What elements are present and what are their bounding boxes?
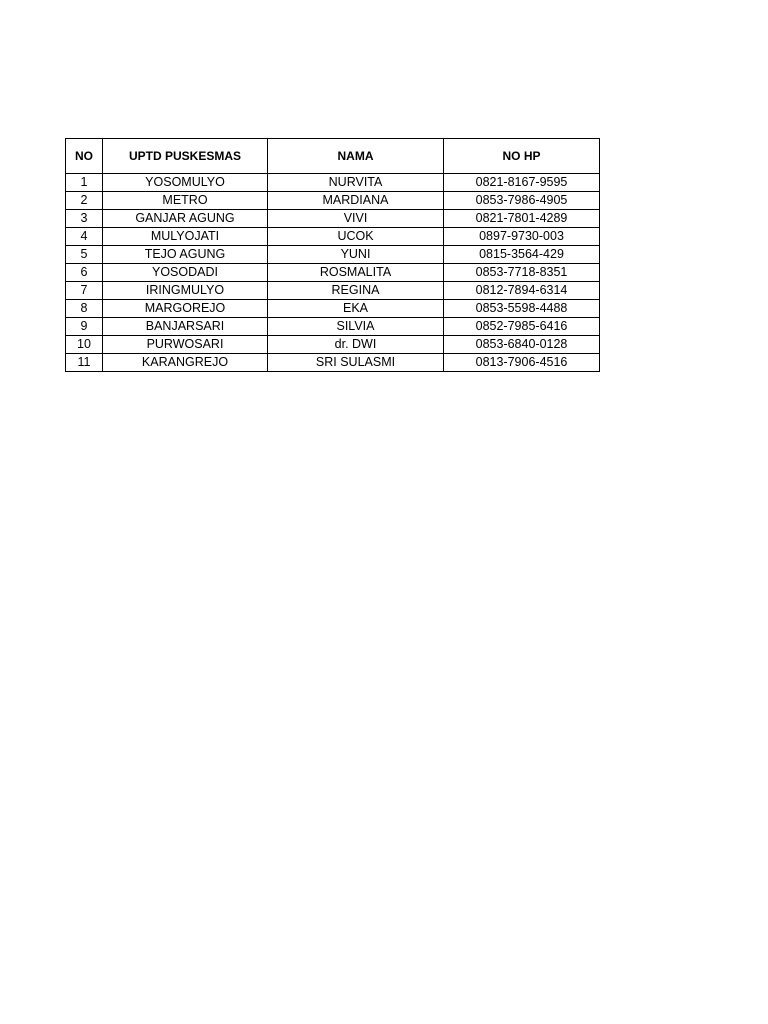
- header-nama: NAMA: [268, 139, 444, 174]
- header-uptd-puskesmas: UPTD PUSKESMAS: [103, 139, 268, 174]
- cell-hp: 0853-6840-0128: [444, 336, 600, 354]
- cell-hp: 0853-5598-4488: [444, 300, 600, 318]
- cell-nama: dr. DWI: [268, 336, 444, 354]
- cell-uptd: PURWOSARI: [103, 336, 268, 354]
- contact-table: [65, 138, 600, 372]
- table-row: [66, 354, 600, 372]
- table-row: [66, 246, 600, 264]
- cell-nama: YUNI: [268, 246, 444, 264]
- cell-no: 5: [66, 246, 103, 264]
- cell-uptd: TEJO AGUNG: [103, 246, 268, 264]
- table-row: [66, 192, 600, 210]
- cell-nama: VIVI: [268, 210, 444, 228]
- cell-no: 11: [66, 354, 103, 372]
- cell-hp: 0853-7986-4905: [444, 192, 600, 210]
- cell-uptd: YOSODADI: [103, 264, 268, 282]
- cell-hp: 0853-7718-8351: [444, 264, 600, 282]
- cell-nama: REGINA: [268, 282, 444, 300]
- cell-uptd: MARGOREJO: [103, 300, 268, 318]
- cell-no: 4: [66, 228, 103, 246]
- cell-no: 7: [66, 282, 103, 300]
- header-no-hp: NO HP: [444, 139, 600, 174]
- cell-no: 8: [66, 300, 103, 318]
- cell-no: 6: [66, 264, 103, 282]
- cell-uptd: KARANGREJO: [103, 354, 268, 372]
- cell-hp: 0821-7801-4289: [444, 210, 600, 228]
- cell-nama: NURVITA: [268, 174, 444, 192]
- cell-uptd: IRINGMULYO: [103, 282, 268, 300]
- header-no: NO: [66, 139, 103, 174]
- cell-nama: UCOK: [268, 228, 444, 246]
- cell-no: 2: [66, 192, 103, 210]
- table-row: [66, 264, 600, 282]
- cell-nama: SRI SULASMI: [268, 354, 444, 372]
- table-row: [66, 282, 600, 300]
- cell-uptd: GANJAR AGUNG: [103, 210, 268, 228]
- cell-nama: MARDIANA: [268, 192, 444, 210]
- cell-no: 1: [66, 174, 103, 192]
- cell-uptd: METRO: [103, 192, 268, 210]
- cell-nama: SILVIA: [268, 318, 444, 336]
- table-header-row: [66, 139, 600, 174]
- table-row: [66, 228, 600, 246]
- cell-nama: ROSMALITA: [268, 264, 444, 282]
- cell-hp: 0897-9730-003: [444, 228, 600, 246]
- cell-hp: 0812-7894-6314: [444, 282, 600, 300]
- cell-no: 9: [66, 318, 103, 336]
- cell-uptd: BANJARSARI: [103, 318, 268, 336]
- cell-uptd: MULYOJATI: [103, 228, 268, 246]
- cell-hp: 0852-7985-6416: [444, 318, 600, 336]
- table-row: [66, 210, 600, 228]
- table-row: [66, 300, 600, 318]
- cell-nama: EKA: [268, 300, 444, 318]
- cell-hp: 0821-8167-9595: [444, 174, 600, 192]
- cell-hp: 0815-3564-429: [444, 246, 600, 264]
- cell-hp: 0813-7906-4516: [444, 354, 600, 372]
- table-row: [66, 318, 600, 336]
- table-row: [66, 174, 600, 192]
- cell-uptd: YOSOMULYO: [103, 174, 268, 192]
- table-row: [66, 336, 600, 354]
- cell-no: 3: [66, 210, 103, 228]
- cell-no: 10: [66, 336, 103, 354]
